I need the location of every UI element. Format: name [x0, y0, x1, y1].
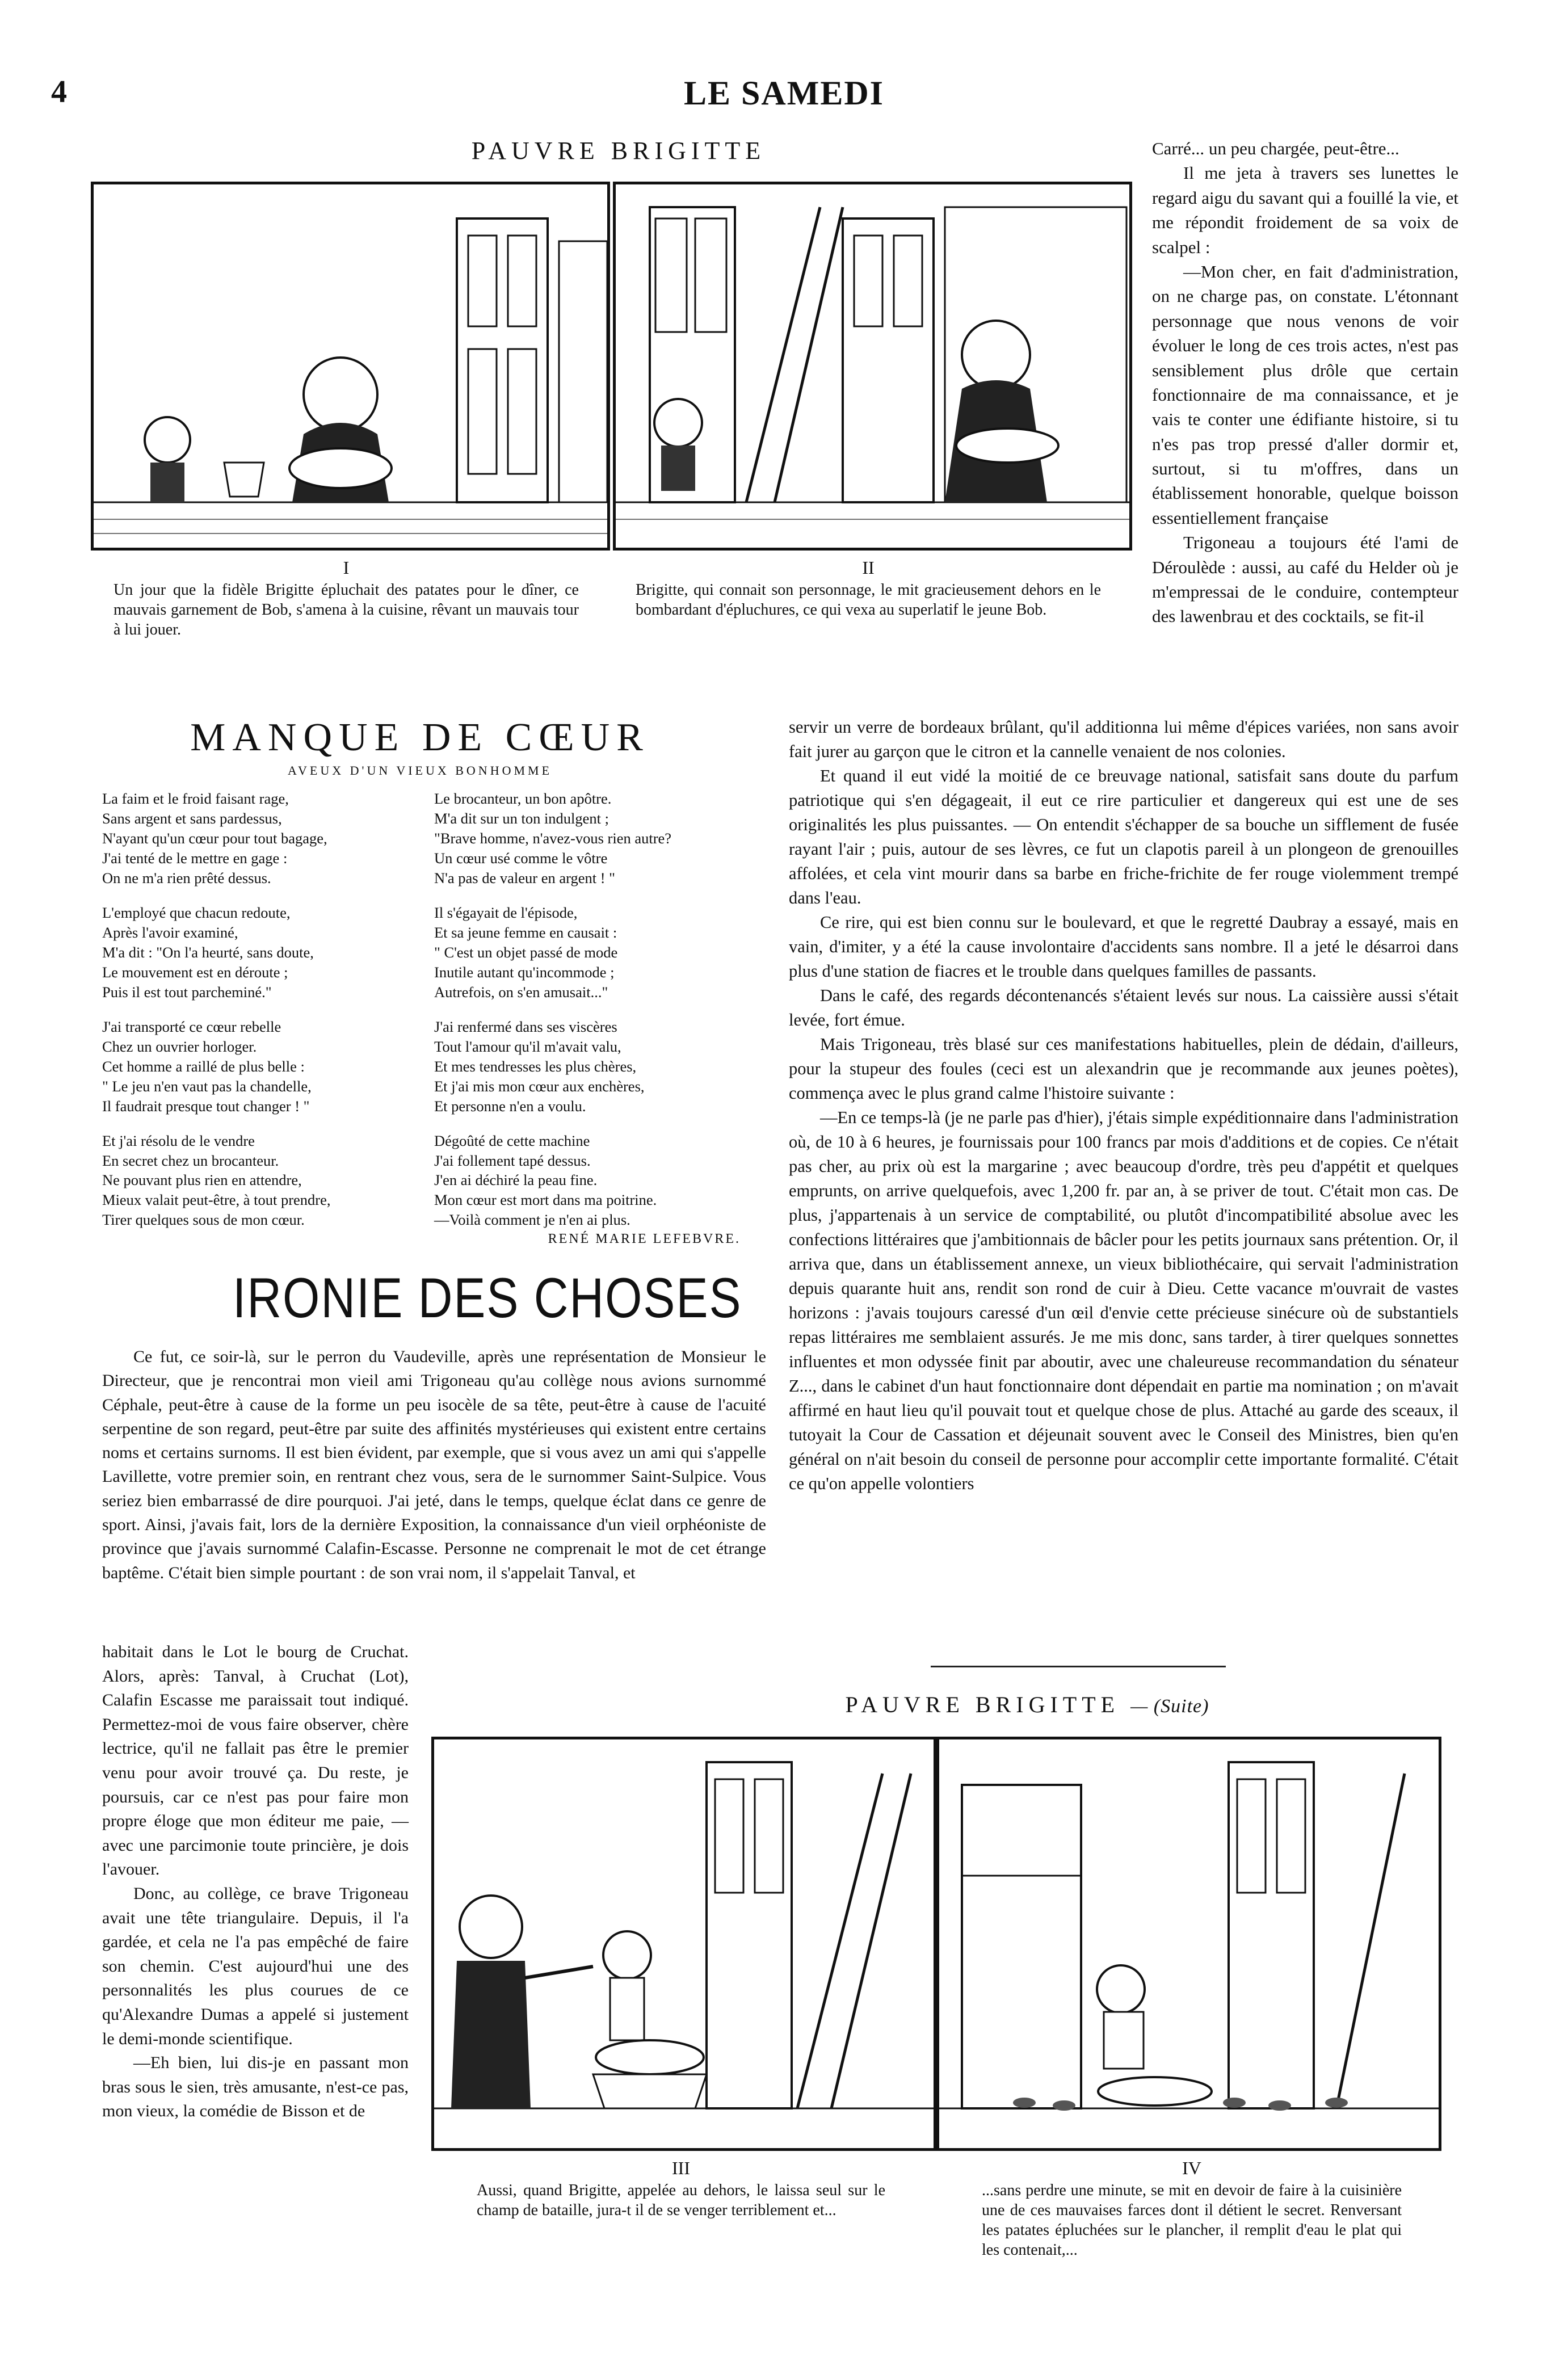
- caption-number: II: [862, 557, 875, 578]
- caption-number: III: [672, 2158, 690, 2178]
- article-paragraph: Dans le café, des regards décontenancés s'étaient levés sur nous. La caissière aussi s'était levée, fort émue.: [789, 986, 1458, 1029]
- comic-bottom-title-main: PAUVRE BRIGITTE: [845, 1692, 1120, 1717]
- comic-panel-4-illustration: [939, 1739, 1439, 2148]
- article-paragraph: Il me jeta à travers ses lunettes le regard aigu du savant qui a fouillé la vie, et me répondit froidement de sa voix de scalpel :: [1152, 163, 1458, 257]
- poem-stanza: J'ai renfermé dans ses viscères Tout l'amour qu'il m'avait valu, Et mes tendresses les plus chères, Et j'ai mis mon cœur aux enchères, Et personne n'en a voulu.: [434, 1018, 645, 1115]
- caption-number: IV: [1182, 2158, 1201, 2178]
- article-paragraph: Ce rire, qui est bien connu sur le boulevard, et que le regretté Daubray a essayé, mais en vain, d'imiter, y a été la cause involontaire d'accidents sans nombre. Il a jeté le désarroi dans plus d'une station de fiacres et le trouble dans quelques familles de passants.: [789, 913, 1458, 981]
- comic-panel-4: [936, 1737, 1441, 2151]
- article-title: IRONIE DES CHOSES: [233, 1266, 742, 1330]
- comic-bottom-title-suffix: — (Suite): [1130, 1696, 1209, 1717]
- comic-bottom-title: [772, 1691, 1283, 1718]
- caption-number: I: [343, 557, 350, 578]
- poem-right-column: [434, 789, 752, 1245]
- comic-panel-1-illustration: [94, 184, 607, 548]
- article-paragraph: habitait dans le Lot le bourg de Cruchat. Alors, après: Tanval, à Cruchat (Lot), Calafin Escasse me paraissait tout indiqué. Permettez-moi de vous faire observer, chère lectrice, qu'il ne fallait pas être le premier venu pour avoir trouvé ça. Du reste, je poursuis, car ce n'est pas pour faire mon propre éloge que mon éditeur me paie, — avec une parcimonie toute princière, je dois l'avouer.: [102, 1642, 409, 1879]
- publication-title: LE SAMEDI: [683, 74, 885, 112]
- article-paragraph: Carré... un peu chargée, peut-être...: [1152, 138, 1399, 158]
- poem-left-column: [102, 789, 420, 1245]
- article-paragraph: —Mon cher, en fait d'administration, on ne charge pas, on constate. L'étonnant personnage que nous venons de voir évoluer le long de ces trois actes, n'est pas sensiblement plus drôle que certain fonctionnaire de ma connaissance, et je vais te conter une édifiante histoire, si tu n'es pas trop pressé d'aller dormir et, surtout, si tu m'offres, dans un établissement honorable, quelque boisson essentiellement française: [1152, 261, 1458, 528]
- article-right-wide-column: [789, 715, 1458, 1496]
- poem-stanza: Il s'égayait de l'épisode, Et sa jeune femme en causait : " C'est un objet passé de mode Inutile autant qu'incommode ; Autrefois, on s'en amusait...": [434, 904, 618, 1001]
- comic-bottom-caption-4: [982, 2157, 1402, 2260]
- section-divider: [931, 1666, 1226, 1667]
- article-paragraph: Mais Trigoneau, très blasé sur ces manifestations habituelles, plein de dédain, d'ailleurs, pour la stupeur des foules (ceci est un alexandrin que je recommande aux jeunes poètes), commença avec le plus grand calme l'histoire suivante :: [789, 1035, 1458, 1103]
- comic-bottom-caption-3: [477, 2157, 885, 2220]
- article-paragraph: Et quand il eut vidé la moitié de ce breuvage national, satisfait sans doute du parfum patriotique qui s'en dégageait, il eut ce rire particulier et dangereux qui est une de ses originalités les plus puissantes. — On entendit s'échapper de sa bouche un sifflement de fusée rayant l'air ; puis, autour de ses lèvres, ce fut un clapotis pareil à un plongeon de grenouilles affolées, et cela vint mourir dans sa barbe en friche-frichite de fer rouge violemment trempé dans l'eau.: [789, 766, 1458, 907]
- poem-signature: RENÉ MARIE LEFEBVRE.: [548, 1232, 741, 1246]
- comic-panel-3-illustration: [434, 1739, 934, 2148]
- poem-subtitle: AVEUX D'UN VIEUX BONHOMME: [287, 763, 553, 778]
- comic-top-title: PAUVRE BRIGITTE: [471, 137, 766, 165]
- poem-title: MANQUE DE CŒUR: [190, 716, 650, 759]
- caption-text: Un jour que la fidèle Brigitte épluchait des patates pour le dîner, ce mauvais garnement de Bob, s'amena à la cuisine, rêvant un mauvais tour à lui jouer.: [113, 581, 579, 638]
- article-paragraph: —Eh bien, lui dis-je en passant mon bras sous le sien, très amusante, n'est-ce pas, mon vieux, la comédie de Bisson et de: [102, 2053, 409, 2121]
- article-paragraph: servir un verre de bordeaux brûlant, qu'il additionna lui même d'épices variées, non sans avoir fait jurer au garçon que le citron et la cannelle venaient de nos colonies.: [789, 717, 1458, 761]
- poem-stanza: Dégoûté de cette machine J'ai follement tapé dessus. J'en ai déchiré la peau fine. Mon cœur est mort dans ma poitrine. —Voilà comment je n'en ai plus.: [434, 1132, 657, 1229]
- article-left-narrow-column: [102, 1640, 409, 2124]
- article-paragraph: Ce fut, ce soir-là, sur le perron du Vaudeville, après une représentation de Monsieur le Directeur, que je rencontrai mon vieil ami Trigoneau qu'au collège nous avions surnommé Céphale, peut-être à cause de la forme un peu isocèle de sa tête, peut-être à cause de l'acuité serpentine de son regard, peut-être par suite des affinités mystérieuses qui existent entre certains noms et certains surnoms. Il est bien évident, par exemple, que si vous avez un ami qui s'appelle Lavillette, votre premier soin, en rentrant chez vous, sera de le surnommer Saint-Sulpice. Vous seriez bien embarrassé de dire pourquoi. J'ai jeté, dans le temps, quelque éclat dans ce genre de sport. Ainsi, j'avais fait, lors de la dernière Exposition, la connaissance d'un vieil orphéoniste de province que j'avais surnommé Calafin-Escasse. Personne ne comprenait le mot de cet étrange baptême. C'était bien simple pourtant : de son vrai nom, il s'appelait Tanval, et: [102, 1347, 766, 1582]
- caption-text: ...sans perdre une minute, se mit en devoir de faire à la cuisinière une de ces mauvaises farces dont il détient le secret. Renversant les patates épluchées sur le plancher, il remplit d'eau le plat qui les contenait,...: [982, 2182, 1402, 2259]
- comic-panel-2-illustration: [616, 184, 1129, 548]
- poem-stanza: L'employé que chacun redoute, Après l'avoir examiné, M'a dit : "On l'a heurté, sans doute, Le mouvement est en déroute ; Puis il est tout parcheminé.": [102, 904, 314, 1001]
- poem-stanza: J'ai transporté ce cœur rebelle Chez un ouvrier horloger. Cet homme a raillé de plus belle : " Le jeu n'en vaut pas la chandelle, Il faudrait presque tout changer ! ": [102, 1018, 312, 1115]
- comic-panel-3: [431, 1737, 936, 2151]
- comic-top-caption-1: [113, 556, 579, 640]
- article-right-narrow-column: [1152, 136, 1458, 629]
- caption-text: Aussi, quand Brigitte, appelée au dehors, le laissa seul sur le champ de bataille, jura-t il de se venger terriblement et...: [477, 2182, 885, 2219]
- caption-text: Brigitte, qui connait son personnage, le mit gracieusement dehors en le bombardant d'épluchures, ce qui vexa au superlatif le jeune Bob.: [636, 581, 1101, 619]
- comic-panel-2: [613, 182, 1132, 551]
- poem-stanza: La faim et le froid faisant rage, Sans argent et sans pardessus, N'ayant qu'un cœur pour tout bagage, J'ai tenté de le mettre en gage : On ne m'a rien prêté dessus.: [102, 790, 327, 886]
- article-paragraph: —En ce temps-là (je ne parle pas d'hier), j'étais simple expéditionnaire dans l'administration où, de 10 à 6 heures, je fournissais pour 100 francs par mois d'additions et de copies. Ce n'était pas cher, au prix où est la margarine ; avec beaucoup d'ordre, très peu d'appétit et quelques emprunts, on arrive quelquefois, avec 1,200 fr. par an, à se priver de tout. C'était mon cas. De plus, j'appartenais à un service de comptabilité, ou plutôt d'incompatibilité absolue avec les confections littéraires que j'ambitionnais de bâcler pour les petits journaux sans prétention. Or, il arriva que, dans un établissement annexe, un vieux bibliothécaire, qui servait l'administration depuis quarante huit ans, rendit son rond de cuir à Dieu. Cette vacance m'ouvrait de vastes horizons : j'avais toujours caressé d'un œil d'envie cette précieuse sinécure où de substantiels repas littéraires me semblaient assurés. Je me mis donc, sans tarder, à tirer quelques sonnettes influentes et mon odyssée finit par aboutir, avec une chaleureuse recommandation du sénateur Z..., dans le cabinet d'un haut fonctionnaire dont dépendait en partie ma nomination ; on m'avait affirmé en haut lieu qu'il pouvait tout et quelque chose de plus. Attaché au garde des sceaux, il tutoyait la Cour de Cassation et déjeunait souvent avec le Conseil des Ministres, bien qu'en général on n'ait besoin du conseil de personne pour accomplir cette importante formalité. C'était ce qu'on appelle volontiers: [789, 1108, 1458, 1493]
- comic-panel-1: [91, 182, 610, 551]
- poem-stanza: Le brocanteur, un bon apôtre. M'a dit sur un ton indulgent ; "Brave homme, n'avez-vous rien autre? Un cœur usé comme le vôtre N'a pas de valeur en argent ! ": [434, 790, 672, 886]
- article-paragraph: Donc, au collège, ce brave Trigoneau avait une tête triangulaire. Depuis, il l'a gardée, et cela ne l'a pas empêché de faire son chemin. C'est aujourd'hui une des personnalités les plus courues de ce qu'Alexandre Dumas a appelé si justement le demi-monde scientifique.: [102, 1884, 409, 2048]
- article-left-wide-column: [102, 1345, 766, 1585]
- page-number: 4: [51, 74, 67, 110]
- poem-stanza: Et j'ai résolu de le vendre En secret chez un brocanteur. Ne pouvant plus rien en attendre, Mieux valait peut-être, à tout prendre, Tirer quelques sous de mon cœur.: [102, 1132, 331, 1229]
- comic-top-caption-2: [636, 556, 1101, 620]
- article-paragraph: Trigoneau a toujours été l'ami de Déroulède : aussi, au café du Helder où je m'empressai de le conduire, contempteur des lawenbrau et des cocktails, se fit-il: [1152, 532, 1458, 627]
